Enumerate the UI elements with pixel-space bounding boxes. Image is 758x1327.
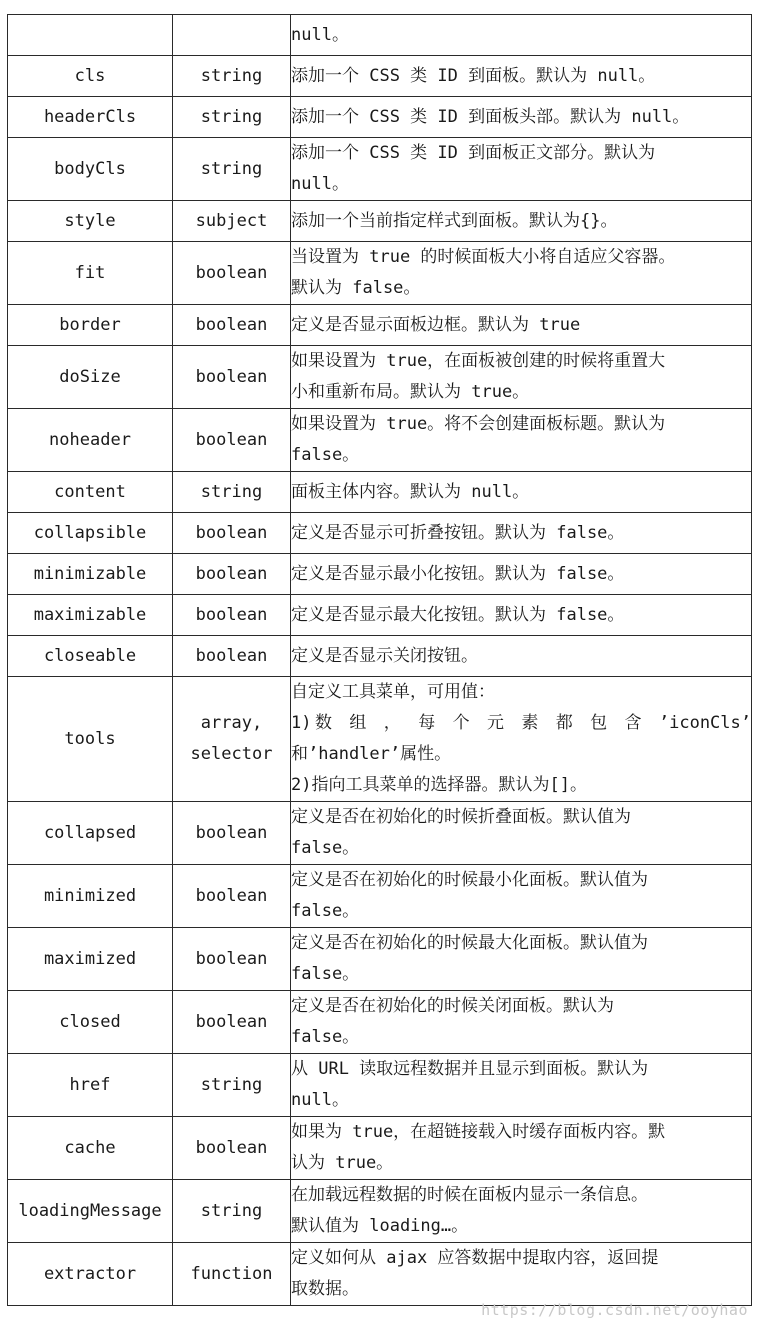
property-name-cell: headerCls [8, 97, 173, 138]
description-line: false。 [291, 964, 360, 984]
description-line: 取数据。 [291, 1279, 359, 1299]
description-line: false。 [291, 838, 360, 858]
property-type-cell: string [173, 138, 291, 201]
property-description-cell [291, 305, 752, 346]
description-line: 定义是否在初始化的时候折叠面板。默认值为 [291, 807, 631, 827]
table-row [8, 138, 752, 201]
property-name-cell: style [8, 201, 173, 242]
table-row [8, 1117, 752, 1180]
description-line: 定义是否在初始化的时候关闭面板。默认为 [291, 996, 614, 1016]
property-type-cell: boolean [173, 409, 291, 472]
property-type-cell: array, selector [173, 677, 291, 802]
property-description-cell [291, 242, 752, 305]
property-type-cell: boolean [173, 242, 291, 305]
property-description-cell [291, 1117, 752, 1180]
property-description-cell [291, 513, 752, 554]
property-type-cell: string [173, 1180, 291, 1243]
property-description-cell [291, 15, 752, 56]
description-line: 添加一个 CSS 类 ID 到面板正文部分。默认为 [291, 143, 656, 163]
property-type-cell: string [173, 472, 291, 513]
description-line: 定义是否显示关闭按钮。 [291, 645, 478, 666]
description-line: false。 [291, 445, 360, 465]
description-line: 1)数 组 ， 每 个 元 素 都 包 含 ’iconCls’ [291, 713, 751, 733]
description-line: 定义如何从 ajax 应答数据中提取内容，返回提 [291, 1248, 659, 1268]
table-row [8, 595, 752, 636]
table-body [8, 15, 752, 1306]
description-line: 如果为 true，在超链接载入时缓存面板内容。默 [291, 1122, 666, 1142]
property-type-cell: boolean [173, 865, 291, 928]
property-type-cell [173, 15, 291, 56]
property-type-cell: subject [173, 201, 291, 242]
description-line: 定义是否显示最大化按钮。默认为 false。 [291, 604, 625, 625]
property-description-cell [291, 346, 752, 409]
description-line: 小和重新布局。默认为 true。 [291, 382, 530, 402]
description-line: 添加一个当前指定样式到面板。默认为{}。 [291, 210, 618, 231]
property-name-cell: cls [8, 56, 173, 97]
table-row [8, 409, 752, 472]
description-line: 面板主体内容。默认为 null。 [291, 481, 530, 502]
property-type-cell: boolean [173, 513, 291, 554]
table-row [8, 97, 752, 138]
watermark: https://blog.csdn.net/ooyhao [481, 1301, 748, 1319]
property-name-cell: collapsed [8, 802, 173, 865]
table-row [8, 1054, 752, 1117]
property-description-cell [291, 928, 752, 991]
description-line: false。 [291, 901, 360, 921]
table-row [8, 554, 752, 595]
description-line: null。 [291, 1090, 349, 1110]
property-name-cell: tools [8, 677, 173, 802]
property-type-cell: string [173, 56, 291, 97]
property-name-cell: bodyCls [8, 138, 173, 201]
description-line: 认为 true。 [291, 1153, 394, 1173]
table-row [8, 802, 752, 865]
property-table [7, 14, 752, 1306]
description-line: 添加一个 CSS 类 ID 到面板头部。默认为 null。 [291, 106, 690, 127]
property-type-cell: boolean [173, 305, 291, 346]
property-type-cell: boolean [173, 1117, 291, 1180]
property-type-cell: boolean [173, 802, 291, 865]
property-type-cell: boolean [173, 346, 291, 409]
table-row [8, 636, 752, 677]
description-line: 自定义工具菜单，可用值： [291, 682, 495, 702]
table-row [8, 346, 752, 409]
property-type-cell: string [173, 1054, 291, 1117]
property-name-cell: closed [8, 991, 173, 1054]
property-type-cell: boolean [173, 554, 291, 595]
property-name-cell: maximized [8, 928, 173, 991]
property-name-cell [8, 15, 173, 56]
property-description-cell [291, 865, 752, 928]
property-description-cell [291, 595, 752, 636]
property-name-cell: loadingMessage [8, 1180, 173, 1243]
property-name-cell: closeable [8, 636, 173, 677]
table-row [8, 305, 752, 346]
description-line: 默认为 false。 [291, 278, 421, 298]
description-line: null。 [291, 174, 349, 194]
description-line: 2)指向工具菜单的选择器。默认为[]。 [291, 775, 587, 795]
description-line: 定义是否在初始化的时候最大化面板。默认值为 [291, 933, 648, 953]
property-name-cell: href [8, 1054, 173, 1117]
table-row [8, 1243, 752, 1306]
table-row [8, 201, 752, 242]
property-description-cell [291, 991, 752, 1054]
table-row [8, 242, 752, 305]
table-row [8, 15, 752, 56]
property-description-cell [291, 56, 752, 97]
property-description-cell [291, 1180, 752, 1243]
property-name-cell: fit [8, 242, 173, 305]
table-row [8, 472, 752, 513]
description-line: null。 [291, 24, 349, 45]
property-description-cell [291, 472, 752, 513]
table-row [8, 928, 752, 991]
property-name-cell: minimized [8, 865, 173, 928]
description-line: 定义是否显示面板边框。默认为 true [291, 314, 581, 335]
property-description-cell [291, 554, 752, 595]
description-line: 如果设置为 true，在面板被创建的时候将重置大 [291, 351, 666, 371]
property-type-cell: string [173, 97, 291, 138]
property-name-cell: minimizable [8, 554, 173, 595]
table-row [8, 1180, 752, 1243]
property-type-cell: function [173, 1243, 291, 1306]
table-row [8, 865, 752, 928]
description-line: 定义是否显示可折叠按钮。默认为 false。 [291, 522, 625, 543]
table-row [8, 677, 752, 802]
property-description-cell [291, 1054, 752, 1117]
description-line: 定义是否显示最小化按钮。默认为 false。 [291, 563, 625, 584]
property-description-cell [291, 802, 752, 865]
property-name-cell: maximizable [8, 595, 173, 636]
property-name-cell: content [8, 472, 173, 513]
description-line: 在加载远程数据的时候在面板内显示一条信息。 [291, 1185, 648, 1205]
description-line: 从 URL 读取远程数据并且显示到面板。默认为 [291, 1059, 649, 1079]
property-name-cell: cache [8, 1117, 173, 1180]
property-description-cell [291, 677, 752, 802]
property-description-cell [291, 1243, 752, 1306]
property-type-cell: boolean [173, 595, 291, 636]
property-name-cell: collapsible [8, 513, 173, 554]
property-name-cell: doSize [8, 346, 173, 409]
property-type-cell: boolean [173, 991, 291, 1054]
description-line: 和’handler’属性。 [291, 744, 452, 764]
table-row [8, 56, 752, 97]
property-name-cell: extractor [8, 1243, 173, 1306]
description-line: 定义是否在初始化的时候最小化面板。默认值为 [291, 870, 648, 890]
table-row [8, 513, 752, 554]
property-description-cell [291, 636, 752, 677]
property-name-cell: border [8, 305, 173, 346]
property-name-cell: noheader [8, 409, 173, 472]
description-line: 添加一个 CSS 类 ID 到面板。默认为 null。 [291, 65, 656, 86]
property-description-cell [291, 201, 752, 242]
description-line: 如果设置为 true。将不会创建面板标题。默认为 [291, 414, 666, 434]
table-row [8, 991, 752, 1054]
property-description-cell [291, 138, 752, 201]
property-description-cell [291, 409, 752, 472]
description-line: 默认值为 loading…。 [291, 1216, 469, 1236]
property-type-cell: boolean [173, 636, 291, 677]
property-description-cell [291, 97, 752, 138]
description-line: 当设置为 true 的时候面板大小将自适应父容器。 [291, 247, 676, 267]
property-type-cell: boolean [173, 928, 291, 991]
description-line: false。 [291, 1027, 360, 1047]
